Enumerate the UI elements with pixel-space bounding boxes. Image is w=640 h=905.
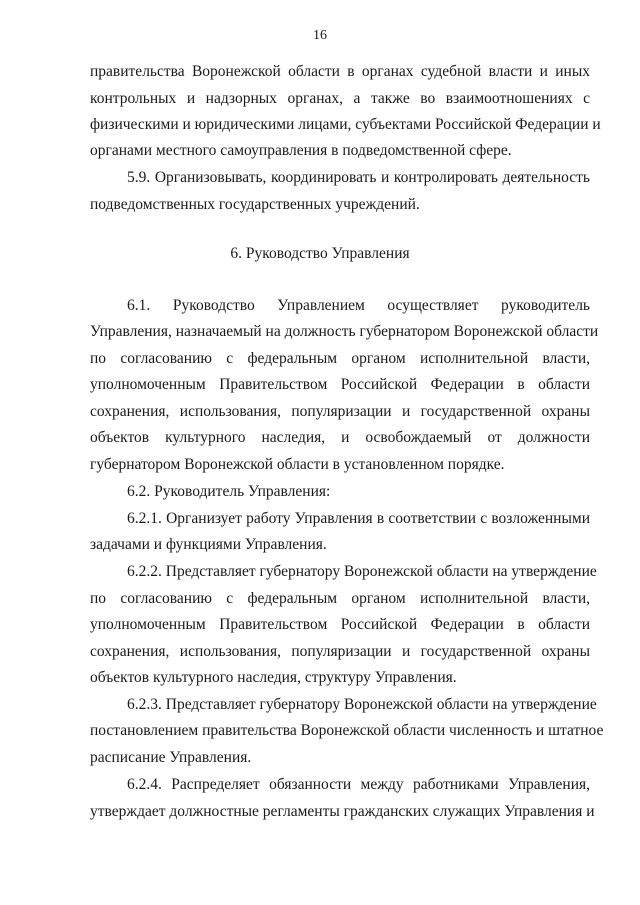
text-line: 6.2.1. Организует работу Управления в соответствии с возложенными xyxy=(127,510,590,527)
text-line: уполномоченным Правительством Российской Федерации в области xyxy=(90,616,590,633)
text-line: объектов культурного наследия, структуру Управления. xyxy=(90,669,457,686)
text-line: утверждает должностные регламенты гражданских служащих Управления и xyxy=(90,803,595,820)
text-line: по согласованию с федеральным органом исполнительной власти, xyxy=(90,350,590,367)
page-number: 16 xyxy=(313,28,327,43)
text-line: Управления, назначаемый на должность губернатором Воронежской области xyxy=(90,323,599,340)
text-line: объектов культурного наследия, и освобождаемый от должности xyxy=(90,429,590,446)
text-line: органами местного самоуправления в подведомственной сфере. xyxy=(90,142,512,159)
text-line: физическими и юридическими лицами, субъектами Российской Федерации и xyxy=(90,116,601,133)
text-line: расписание Управления. xyxy=(90,749,252,766)
text-line: 5.9. Организовывать, координировать и контролировать деятельность xyxy=(127,169,590,186)
text-line: 6.2.4. Распределяет обязанности между работниками Управления, xyxy=(127,776,590,793)
section-heading: 6. Руководство Управления xyxy=(230,245,410,262)
text-line: задачами и функциями Управления. xyxy=(90,536,327,553)
text-line: по согласованию с федеральным органом исполнительной власти, xyxy=(90,590,590,607)
text-line: 6.2. Руководитель Управления: xyxy=(127,483,331,500)
text-line: правительства Воронежской области в органах судебной власти и иных xyxy=(90,63,590,80)
text-line: 6.2.3. Представляет губернатору Воронежской области на утверждение xyxy=(127,696,597,713)
text-line: подведомственных государственных учреждений. xyxy=(90,196,420,213)
text-line: контрольных и надзорных органах, а также во взаимоотношениях с xyxy=(90,90,590,107)
text-line: 6.2.2. Представляет губернатору Воронежской области на утверждение xyxy=(127,563,597,580)
text-line: сохранения, использования, популяризации и государственной охраны xyxy=(90,403,590,420)
text-line: 6.1. Руководство Управлением осуществляет руководитель xyxy=(127,297,590,314)
text-line: губернатором Воронежской области в установленном порядке. xyxy=(90,456,505,473)
text-line: сохранения, использования, популяризации и государственной охраны xyxy=(90,643,590,660)
text-line: постановлением правительства Воронежской области численность и штатное xyxy=(90,722,604,739)
text-line: уполномоченным Правительством Российской Федерации в области xyxy=(90,376,590,393)
